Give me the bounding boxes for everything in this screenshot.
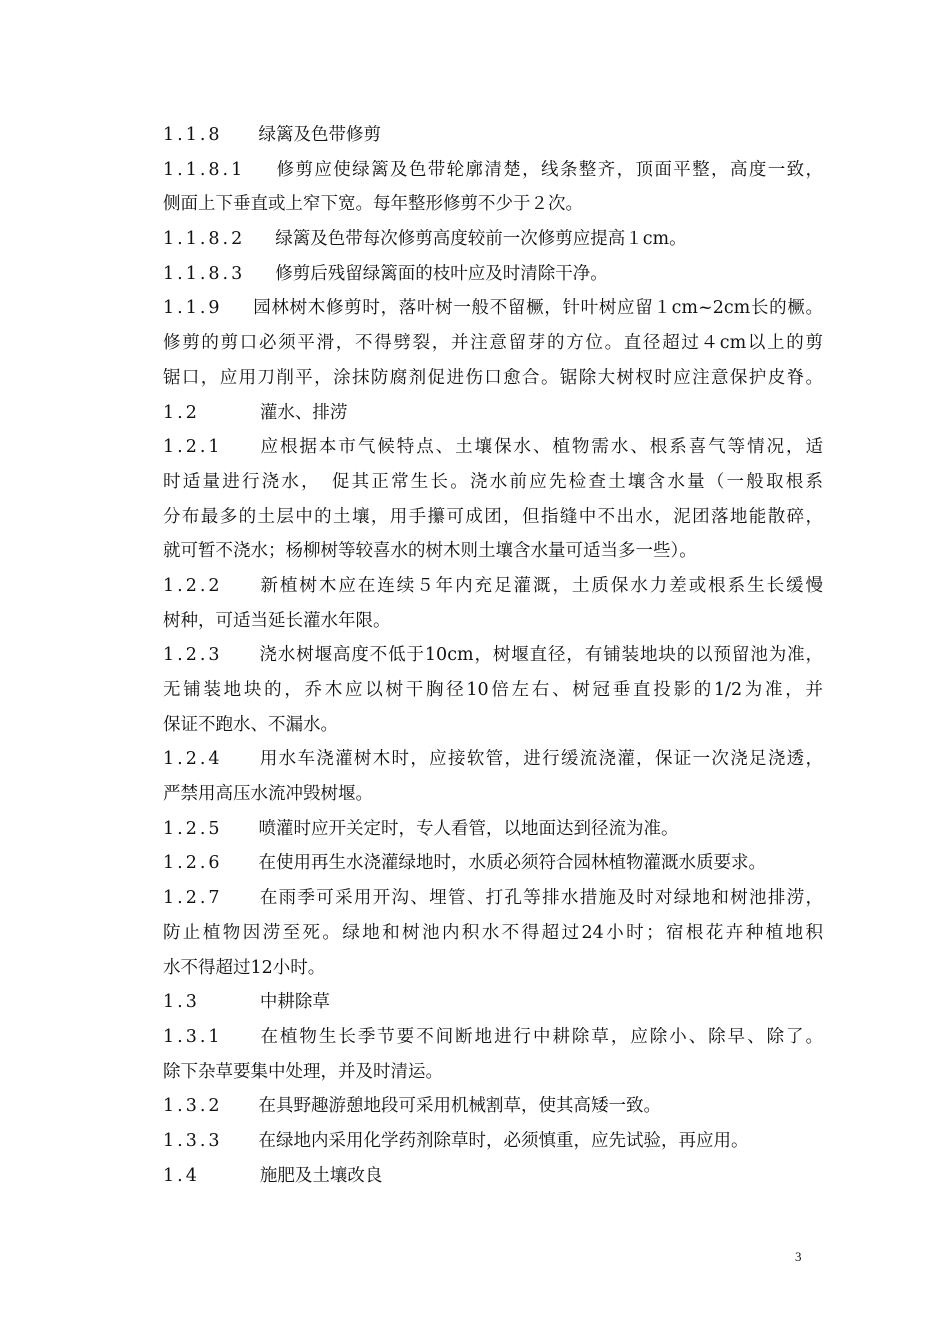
paragraph-text: 在绿地内采用化学药剂除草时，必须慎重，应先试验，再应用。 (258, 1130, 749, 1151)
paragraph-text: 修剪后残留绿篱面的枝叶应及时清除干净。 (275, 263, 608, 284)
section-heading (163, 1159, 823, 1194)
paragraph-line (163, 326, 823, 361)
paragraph-text: 除下杂草要集中处理，并及时清运。 (163, 1061, 443, 1082)
paragraph-text: 严禁用高压水流冲毁树堰。 (163, 784, 373, 805)
section-number: 1.2.5 (163, 818, 223, 839)
paragraph-line (163, 153, 823, 188)
paragraph-line (163, 604, 823, 639)
paragraph-text: 园林树木修剪时，落叶树一般不留橛，针叶树应留１cm~2cm长的橛。 (252, 298, 823, 319)
paragraph-text: 无铺装地块的，乔木应以树干胸径10倍左右、树冠垂直投影的1/2为准，并 (163, 680, 823, 700)
paragraph-text: 喷灌时应开关定时，专人看管，以地面达到径流为准。 (258, 818, 679, 839)
section-number: 1.3.1 (163, 1026, 223, 1047)
paragraph-text: 修剪应使绿篱及色带轮廓清楚，线条整齐，顶面平整，高度一致， (275, 159, 823, 180)
paragraph-text: 在具野趣游憩地段可采用机械割草，使其高矮一致。 (258, 1096, 662, 1117)
section-heading (163, 118, 823, 153)
paragraph-line (163, 916, 823, 951)
section-heading (163, 396, 823, 431)
section-number: 1.2.1 (163, 437, 223, 458)
paragraph-text: 修剪的剪口必须平滑，不得劈裂，并注意留芽的方位。直径超过４cm以上的剪 (163, 333, 823, 354)
section-number: 1.3.2 (163, 1096, 223, 1117)
paragraph-line (163, 812, 823, 847)
paragraph-line (163, 1124, 823, 1159)
section-number: 1.1.9 (163, 298, 223, 319)
paragraph-text: 保证不跑水、不漏水。 (163, 714, 338, 735)
section-number: 1.1.8.2 (163, 229, 246, 250)
paragraph-line (163, 534, 823, 569)
paragraph-line (163, 187, 823, 222)
section-number: 1.4 (163, 1165, 200, 1186)
paragraph-text: 应根据本市气候特点、土壤保水、植物需水、根系喜气等情况，适 (258, 437, 823, 458)
paragraph-text: 侧面上下垂直或上窄下宽。每年整形修剪不少于２次。 (163, 194, 583, 215)
paragraph-text: 绿篱及色带每次修剪高度较前一次修剪应提高１cm。 (275, 229, 687, 250)
paragraph-line (163, 708, 823, 743)
paragraph-line (163, 465, 823, 500)
paragraph-text: 就可暂不浇水；杨柳树等较喜水的树木则土壤含水量可适当多一些）。 (163, 541, 697, 562)
paragraph-text: 防止植物因涝至死。绿地和树池内积水不得超过24小时；宿根花卉种植地积 (163, 922, 823, 943)
section-number: 1.2.2 (163, 575, 223, 596)
paragraph-line (163, 742, 823, 777)
paragraph-line (163, 361, 823, 396)
page-number: 3 (795, 1249, 802, 1264)
paragraph-text: 在雨季可采用开沟、埋管、打孔等排水措施及时对绿地和树池排涝， (258, 888, 823, 909)
paragraph-line (163, 1055, 823, 1090)
section-title: 绿篱及色带修剪 (258, 125, 382, 145)
paragraph-line (163, 951, 823, 986)
section-number: 1.2.3 (163, 645, 223, 666)
paragraph-text: 水不得超过12小时。 (163, 957, 326, 978)
paragraph-line (163, 1020, 823, 1055)
paragraph-line (163, 673, 823, 708)
section-number: 1.2.6 (163, 853, 223, 874)
paragraph-text: 新植树木应在连续５年内充足灌溉，土质保水力差或根系生长缓慢 (258, 575, 823, 596)
paragraph-text: 浇水树堰高度不低于10cm，树堰直径，有铺装地块的以预留池为准， (258, 645, 823, 666)
paragraph-line (163, 846, 823, 881)
paragraph-line (163, 430, 823, 465)
section-number: 1.3 (163, 992, 200, 1013)
section-title: 施肥及土壤改良 (259, 1165, 383, 1186)
paragraph-text: 在植物生长季节要不间断地进行中耕除草，应除小、除早、除了。 (258, 1026, 823, 1047)
paragraph-text: 树种，可适当延长灌水年限。 (163, 610, 391, 631)
paragraph-text: 用水车浇灌树木时，应接软管，进行缓流浇灌，保证一次浇足浇透， (258, 749, 823, 770)
paragraph-text: 在使用再生水浇灌绿地时，水质必须符合园林植物灌溉水质要求。 (258, 853, 767, 874)
paragraph-line (163, 500, 823, 535)
paragraph-line (163, 569, 823, 604)
paragraph-line (163, 291, 823, 326)
paragraph-line (163, 257, 823, 292)
paragraph-line (163, 638, 823, 673)
section-heading (163, 985, 823, 1020)
paragraph-line (163, 881, 823, 916)
section-number: 1.2 (163, 402, 200, 423)
section-title: 中耕除草 (259, 992, 330, 1013)
section-number: 1.2.4 (163, 749, 223, 770)
section-number: 1.2.7 (163, 888, 223, 909)
section-number: 1.3.3 (163, 1130, 223, 1151)
paragraph-text: 分布最多的土层中的土壤，用手攥可成团，但指缝中不出水，泥团落地能散碎， (163, 506, 823, 527)
paragraph-line (163, 1089, 823, 1124)
section-number: 1.1.8 (163, 125, 223, 145)
section-number: 1.1.8.3 (163, 263, 246, 284)
paragraph-text: 锯口，应用刀削平，涂抹防腐剂促进伤口愈合。锯除大树杈时应注意保护皮脊。 (163, 367, 823, 388)
document-body (163, 118, 823, 1193)
section-number: 1.1.8.1 (163, 159, 246, 180)
section-title: 灌水、排涝 (259, 402, 348, 423)
paragraph-line (163, 777, 823, 812)
paragraph-line (163, 222, 823, 257)
paragraph-text: 时适量进行浇水， 促其正常生长。浇水前应先检查土壤含水量（一般取根系 (163, 471, 823, 492)
